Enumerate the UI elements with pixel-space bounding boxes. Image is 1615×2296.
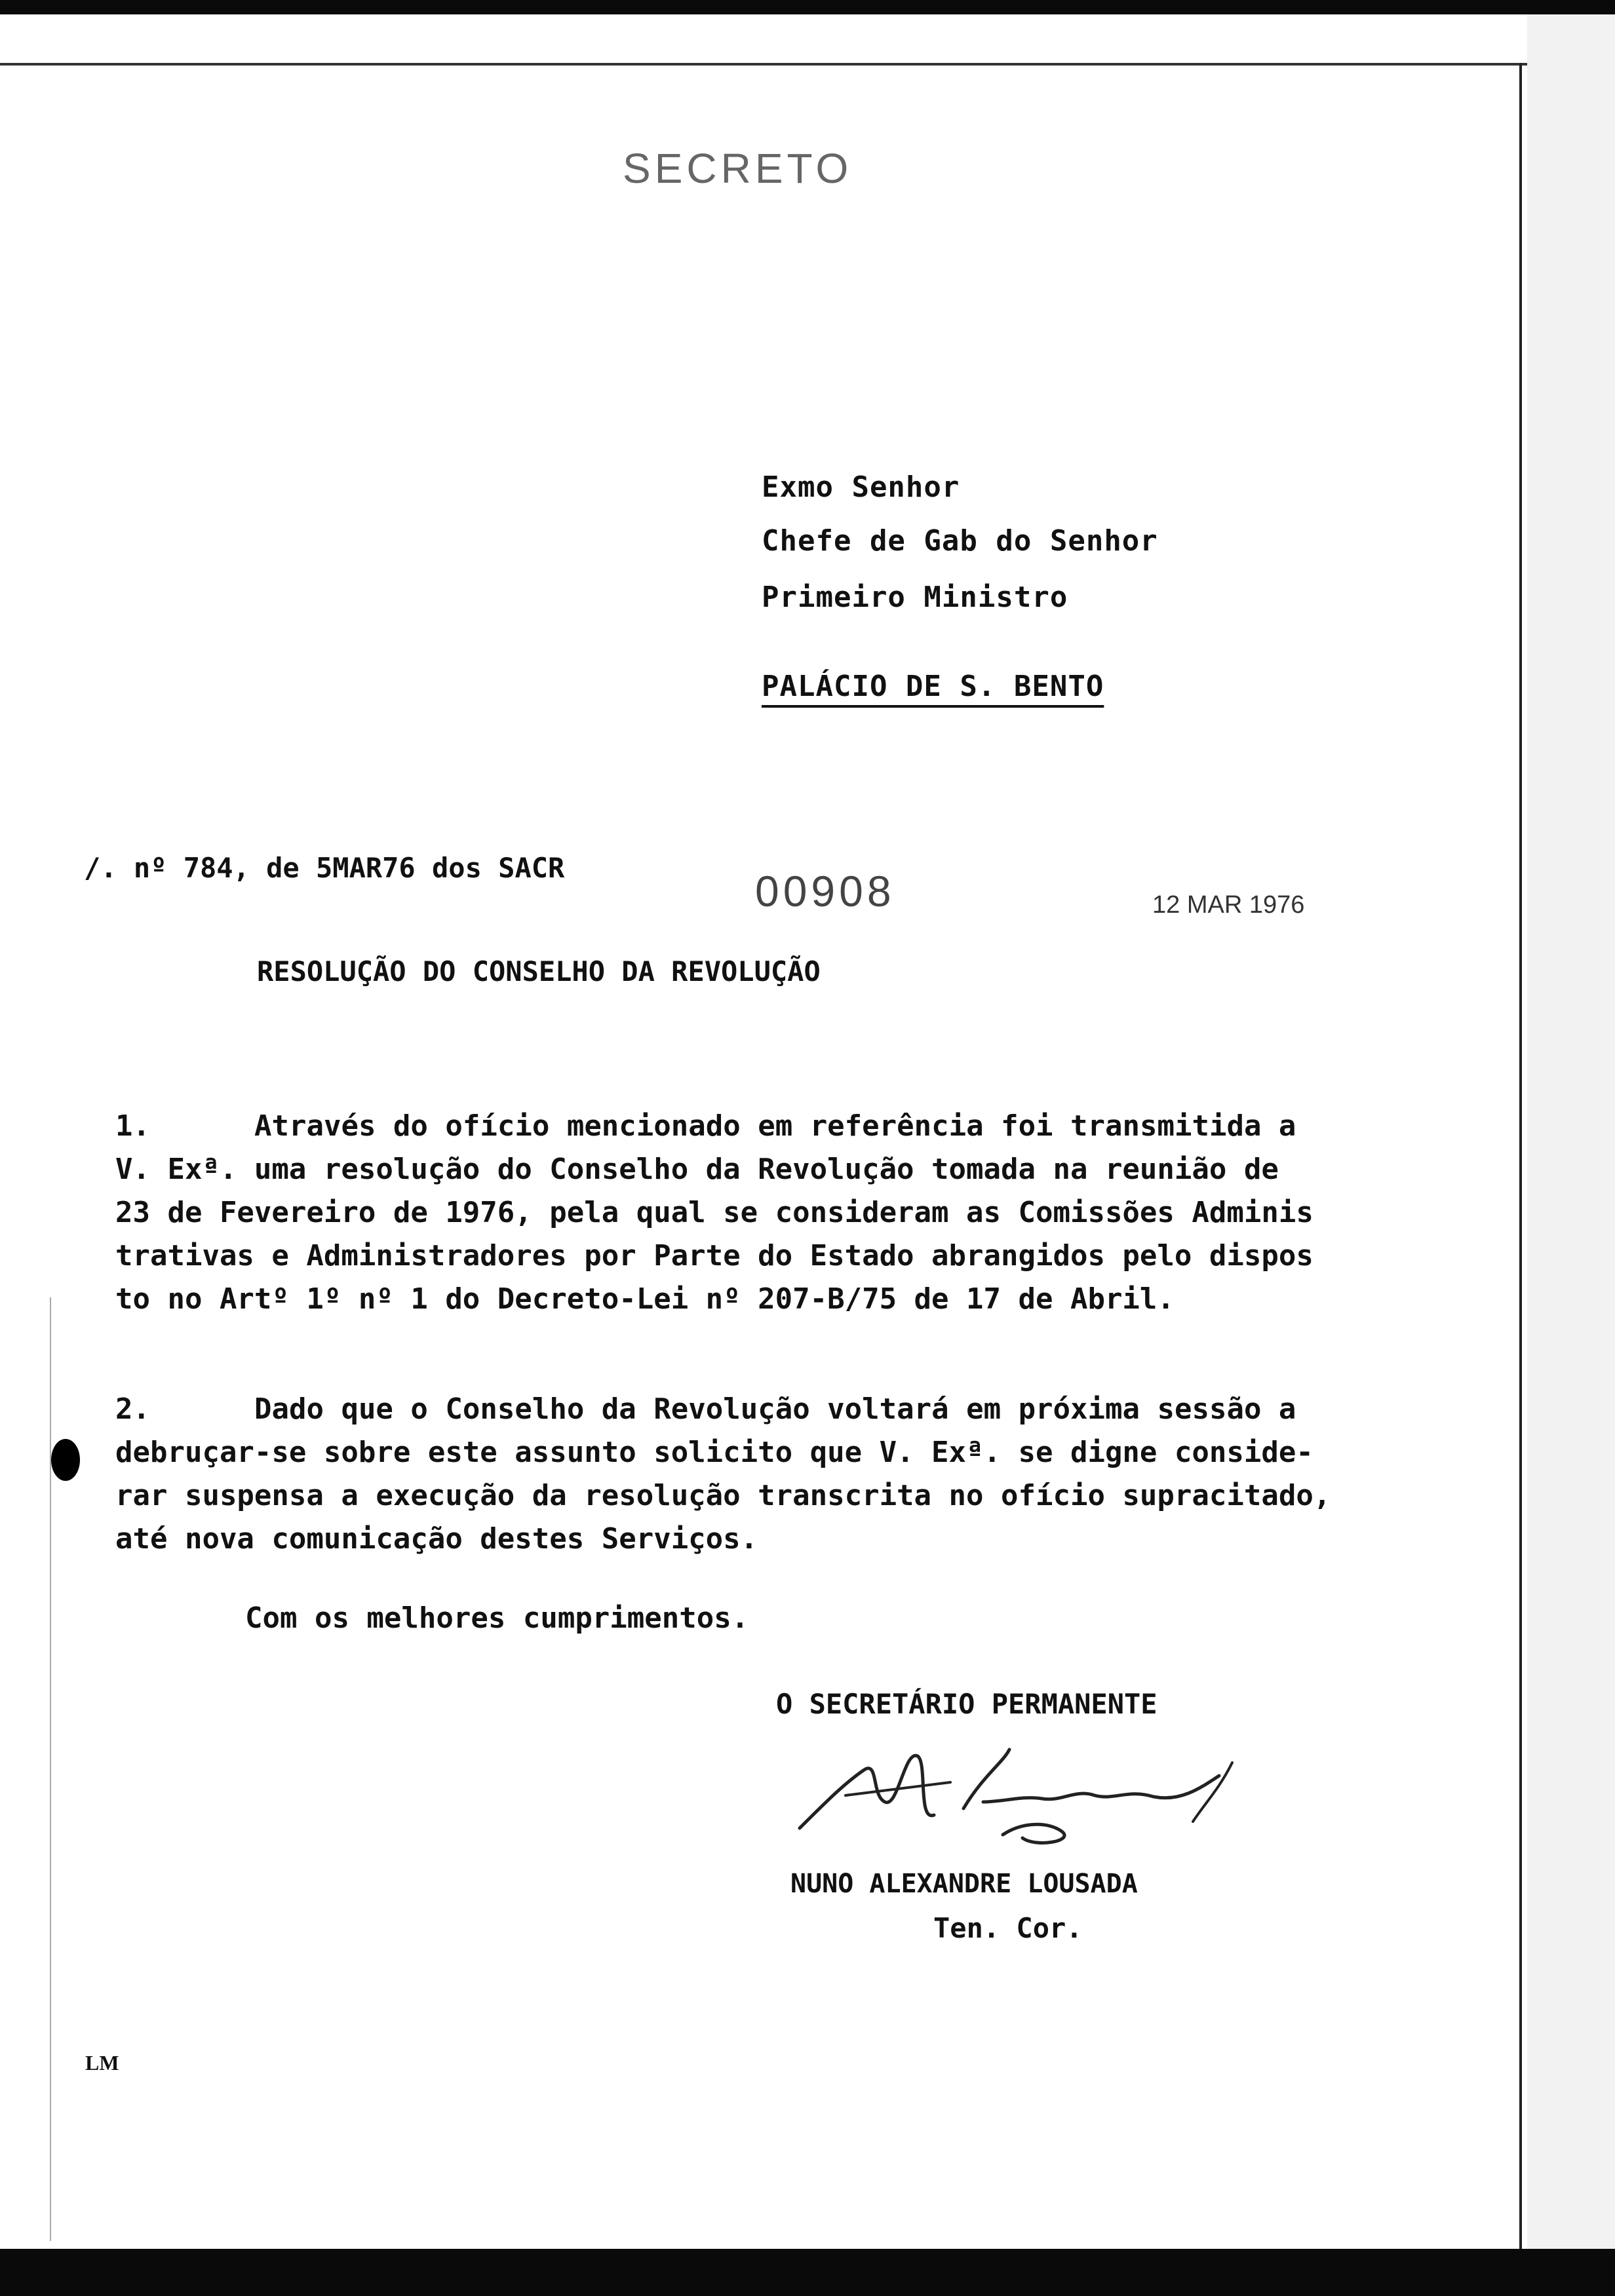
handwritten-signature [787,1723,1245,1854]
registry-stamp-number: 00908 [755,867,895,915]
paragraph-line: trativas e Administradores por Parte do Estado abrangidos pelo dispos [115,1239,1313,1272]
signatory-role: O SECRETÁRIO PERMANENTE [776,1688,1158,1720]
paragraph-line: rar suspensa a execução da resolução transcrita no ofício supracitado, [115,1479,1331,1512]
paragraph-line: 23 de Fevereiro de 1976, pela qual se consideram as Comissões Adminis [115,1196,1313,1229]
paragraph-2 [115,1388,1374,1561]
paper-top-edge [0,63,1527,66]
typist-initials: LM [85,2051,119,2075]
paragraph-number: 1. [115,1109,150,1143]
paragraph-line: até nova comunicação destes Serviços. [115,1522,758,1556]
punch-hole [51,1439,80,1481]
paragraph-1 [115,1105,1374,1321]
paper-left-edge [50,1297,51,2241]
scan-bottom-border [0,2249,1615,2296]
paragraph-line: to no Artº 1º nº 1 do Decreto-Lei nº 207-B/75 de 17 de Abril. [115,1282,1175,1316]
classification-stamp: SECRETO [623,145,853,192]
paragraph-line: Através do ofício mencionado em referência foi transmitida a [254,1109,1296,1143]
addressee-place: PALÁCIO DE S. BENTO [762,670,1104,703]
registry-stamp-date: 12 MAR 1976 [1152,891,1305,919]
paragraph-line: debruçar-se sobre este assunto solicito que V. Exª. se digne conside- [115,1436,1313,1469]
signatory-rank: Ten. Cor. [933,1912,1083,1944]
paper-right-edge [1519,63,1522,2249]
addressee-line-1: Exmo Senhor [762,470,960,504]
reference-line: /. nº 784, de 5MAR76 dos SACR [84,852,565,884]
addressee-line-3: Primeiro Ministro [762,581,1068,614]
addressee-line-2: Chefe de Gab do Senhor [762,524,1158,558]
signatory-name: NUNO ALEXANDRE LOUSADA [790,1869,1138,1899]
paragraph-line: Dado que o Conselho da Revolução voltará em próxima sessão a [254,1392,1296,1426]
scan-top-border [0,0,1615,14]
document-subject: RESOLUÇÃO DO CONSELHO DA REVOLUÇÃO [257,955,821,987]
scan-right-margin [1527,14,1615,2249]
paragraph-line: V. Exª. uma resolução do Conselho da Revolução tomada na reunião de [115,1153,1279,1186]
paragraph-number: 2. [115,1392,150,1426]
closing-salutation: Com os melhores cumprimentos. [245,1601,749,1635]
